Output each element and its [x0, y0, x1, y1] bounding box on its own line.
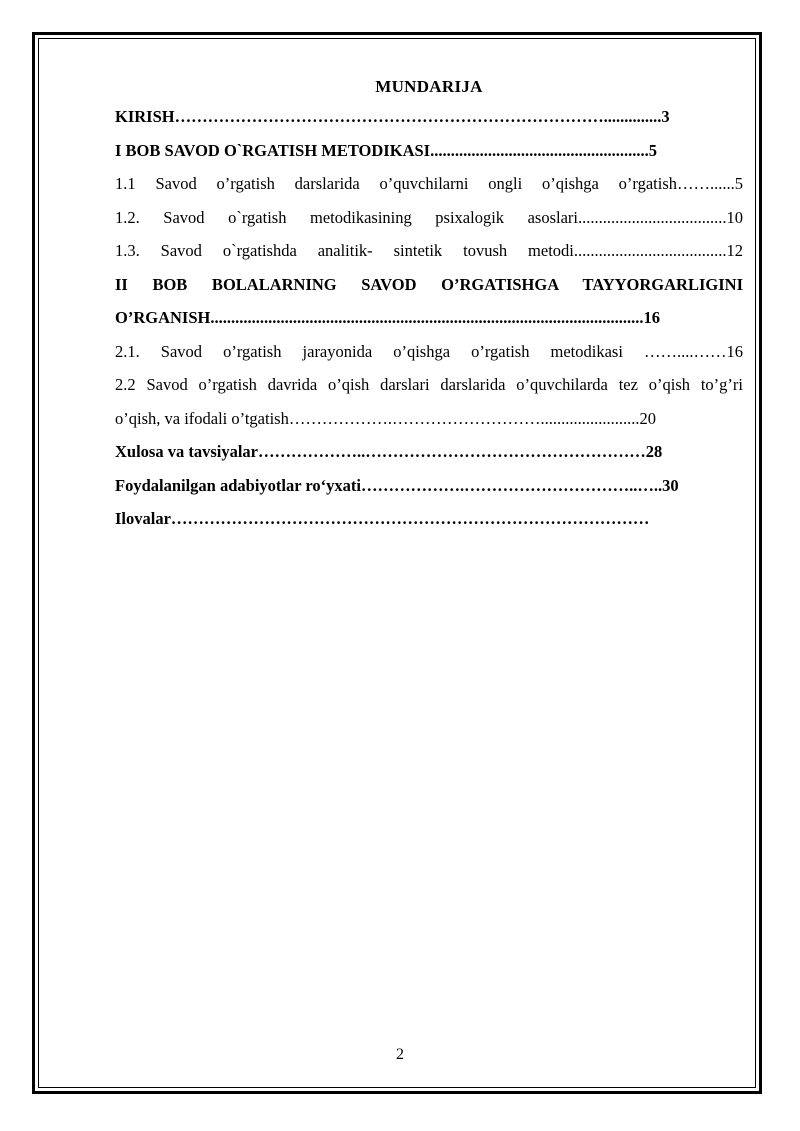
toc-entry: Foydalanilgan adabiyotlar ro‘yxati……………….…………………………..…..30: [115, 475, 679, 495]
toc-entry: 1.3. Savod o`rgatishda analitik- sintetik tovush metodi.....................................12: [115, 241, 743, 260]
toc-entry: 2.2 Savod o’rgatish davrida o’qish darslari darslarida o’quvchilarda tez o’qish to’g’ri: [115, 375, 743, 394]
page-number: 2: [396, 1046, 404, 1063]
toc-entry: 1.2. Savod o`rgatish metodikasining psixalogik asoslari....................................10: [115, 207, 743, 227]
toc-entry: Xulosa va tavsiyalar………………..……………………………………………28: [115, 442, 663, 461]
toc-entry: KIRISH……………………………………………………………………..............3: [115, 107, 670, 126]
toc-entry: 2.1. Savod o’rgatish jarayonida o’qishga o’rgatish metodikasi ……....……16: [115, 341, 743, 361]
toc-entry: O’RGANISH.........................................................................................................16: [115, 308, 660, 327]
toc-entries: [115, 106, 743, 530]
toc-entry: I BOB SAVOD O`RGATISH METODIKASI.....................................................5: [115, 140, 657, 160]
toc-entry: II BOB BOLALARNING SAVOD O’RGATISHGA TAYYORGARLIGINI: [115, 274, 743, 294]
toc-entry: o’qish, va ifodali o’tgatish……………….………………………........................20: [115, 408, 656, 428]
toc-entry: 1.1 Savod o’rgatish darslarida o’quvchilarni ongli o’qishga o’rgatish……......5: [115, 174, 743, 193]
toc-title: MUNDARIJA: [375, 77, 483, 96]
table-of-contents: [115, 76, 743, 542]
toc-entry: Ilovalar……………………………………………………………………………: [115, 509, 650, 528]
